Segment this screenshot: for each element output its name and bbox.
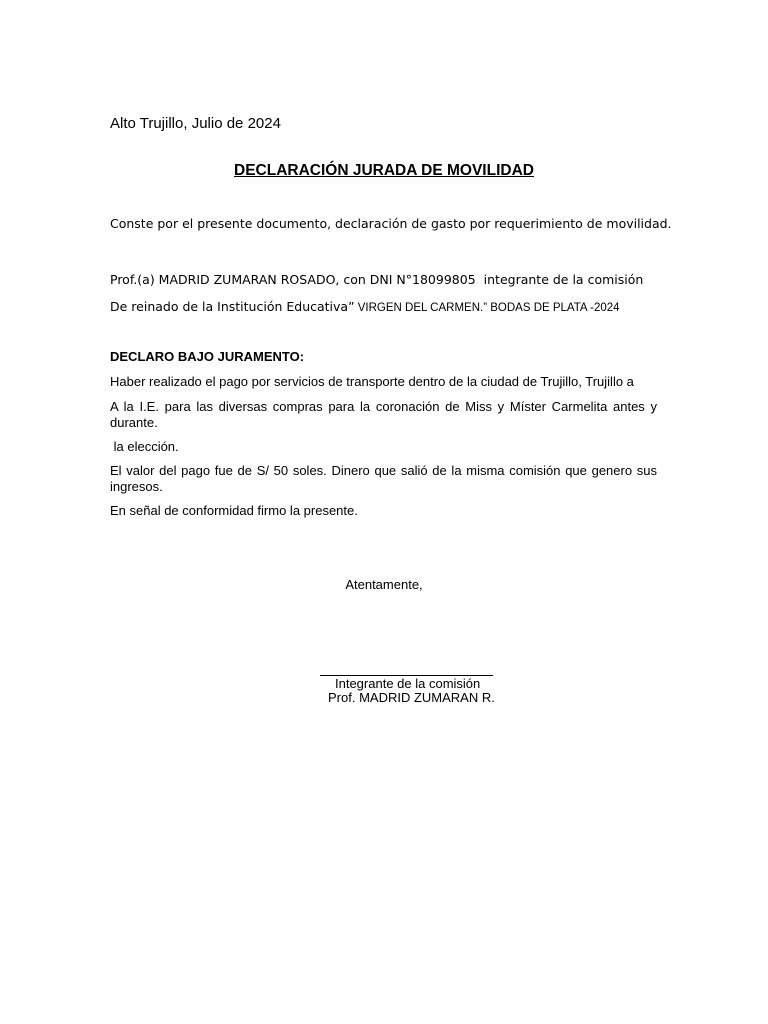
signature-name: Prof. MADRID ZUMARAN R. (328, 690, 495, 705)
institution-line (110, 299, 620, 314)
document-title: DECLARACIÓN JURADA DE MOVILIDAD (234, 162, 534, 179)
institution-name: VIRGEN DEL CARMEN.” BODAS DE PLATA -2024 (354, 302, 620, 314)
body-paragraph: la elección. (110, 439, 179, 454)
closing-salutation: Atentamente, (345, 577, 423, 592)
institution-prefix: De reinado de la Institución Educativa” (110, 299, 355, 314)
commission-role: integrante de la comisión (483, 272, 644, 287)
professor-line (110, 272, 643, 287)
declaro-heading: DECLARO BAJO JURAMENTO: (110, 349, 305, 364)
professor-identity: Prof.(a) MADRID ZUMARAN ROSADO, con DNI N°18099805 (110, 272, 476, 287)
body-paragraph: Haber realizado el pago por servicios de transporte dentro de la ciudad de Trujillo, Trujillo a (110, 374, 634, 389)
body-paragraph: A la I.E. para las diversas compras para la coronación de Miss y Míster Carmelita antes y durante. (110, 399, 657, 430)
intro-paragraph: Conste por el presente documento, declaración de gasto por requerimiento de movilidad. (110, 216, 672, 231)
signature-role: Integrante de la comisión (335, 676, 481, 691)
body-paragraph: En señal de conformidad firmo la presente. (110, 503, 358, 518)
body-paragraph: El valor del pago fue de S/ 50 soles. Dinero que salió de la misma comisión que genero sus ingresos. (110, 463, 657, 494)
date-line: Alto Trujillo, Julio de 2024 (110, 115, 281, 132)
